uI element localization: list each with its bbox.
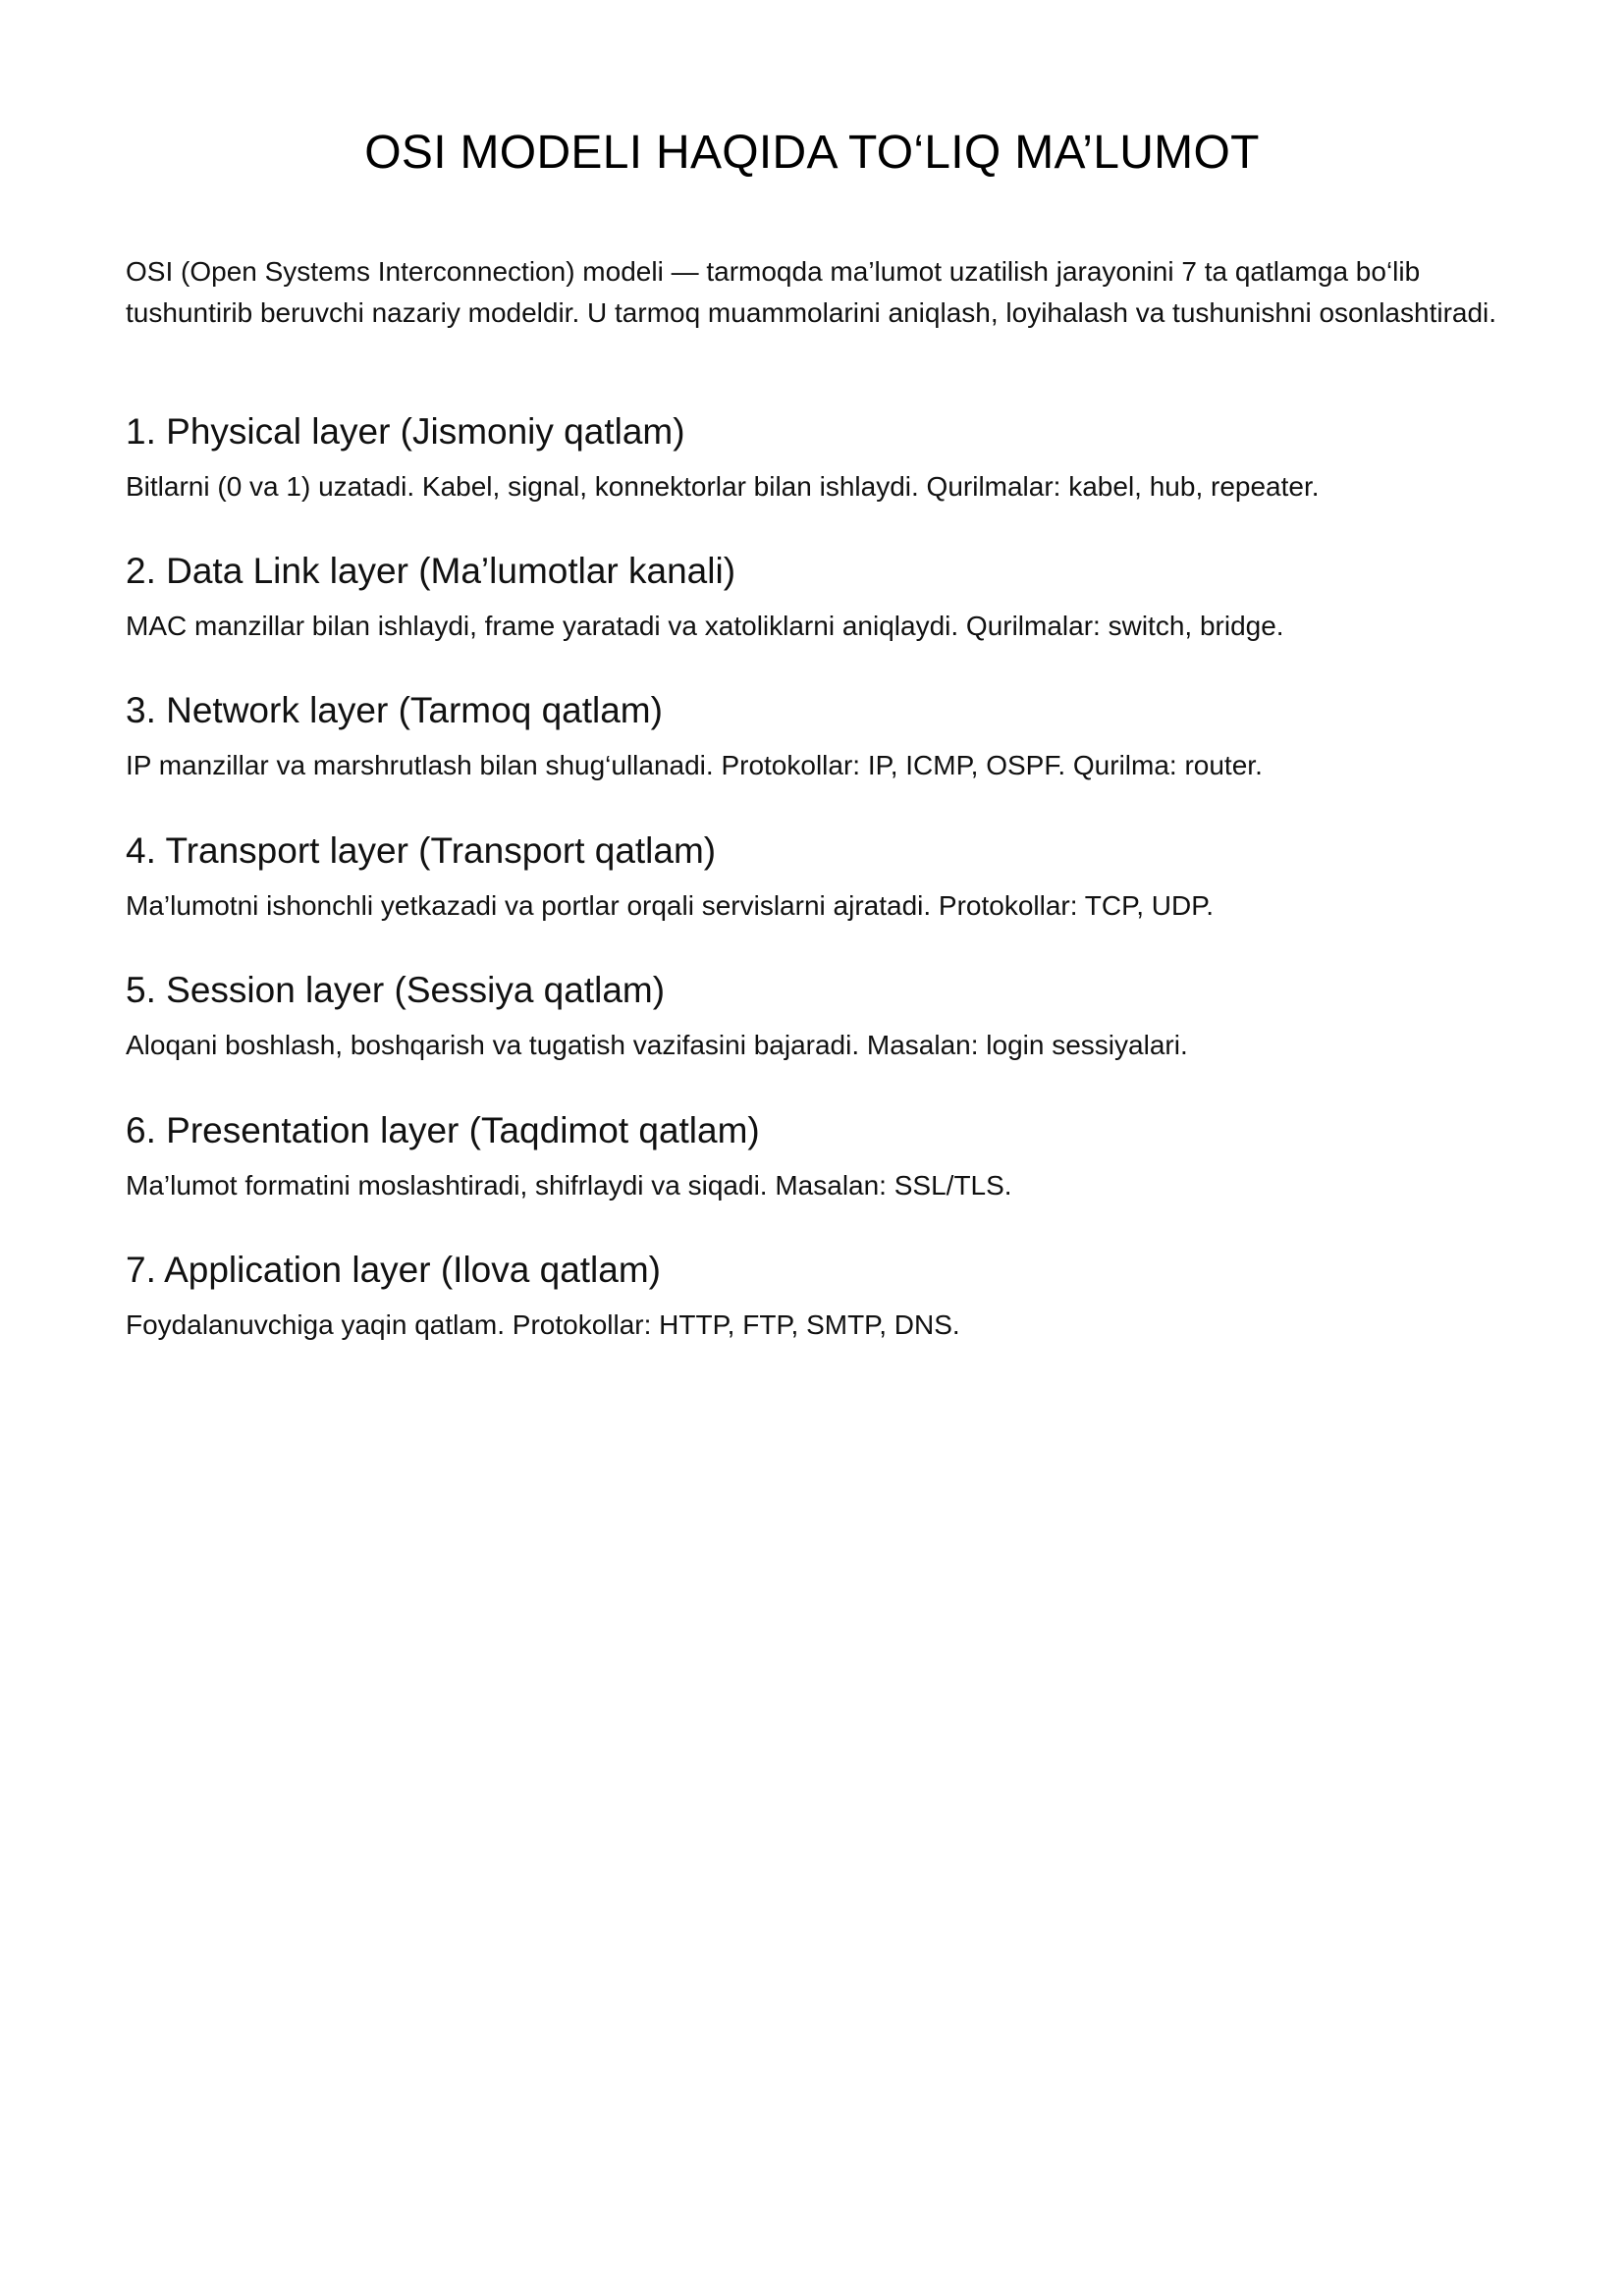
layer-heading: 7. Application layer (Ilova qatlam)	[126, 1250, 661, 1290]
layer-description: Foydalanuvchiga yaqin qatlam. Protokollar: HTTP, FTP, SMTP, DNS.	[126, 1309, 960, 1340]
layer-section-data-link	[126, 550, 1520, 644]
layer-section-network	[126, 689, 1520, 783]
layer-heading: 1. Physical layer (Jismoniy qatlam)	[126, 411, 685, 452]
intro-paragraph: OSI (Open Systems Interconnection) modeli — tarmoqda ma’lumot uzatilish jarayonini 7 ta qatlamga bo‘lib tushuntirib beruvchi nazariy modeldir. U tarmoq muammolarini aniqlash, loyihalash va tushunishni osonlashtiradi.	[126, 256, 1497, 328]
layer-section-transport	[126, 829, 1520, 924]
layer-section-application	[126, 1249, 1520, 1343]
layer-heading: 6. Presentation layer (Taqdimot qatlam)	[126, 1110, 760, 1150]
document-title: OSI MODELI HAQIDA TO‘LIQ MA’LUMOT	[364, 127, 1260, 179]
layer-description: MAC manzillar bilan ishlaydi, frame yaratadi va xatoliklarni aniqlaydi. Qurilmalar: switch, bridge.	[126, 611, 1284, 641]
layer-description: Bitlarni (0 va 1) uzatadi. Kabel, signal, konnektorlar bilan ishlaydi. Qurilmalar: kabel, hub, repeater.	[126, 471, 1320, 502]
layer-description: IP manzillar va marshrutlash bilan shug‘ullanadi. Protokollar: IP, ICMP, OSPF. Qurilma: router.	[126, 750, 1263, 780]
layer-description: Ma’lumot formatini moslashtiradi, shifrlaydi va siqadi. Masalan: SSL/TLS.	[126, 1170, 1012, 1201]
layer-heading: 5. Session layer (Sessiya qatlam)	[126, 970, 666, 1010]
layer-heading: 4. Transport layer (Transport qatlam)	[126, 830, 717, 871]
layer-heading: 2. Data Link layer (Ma’lumotlar kanali)	[126, 551, 736, 591]
layer-heading: 3. Network layer (Tarmoq qatlam)	[126, 690, 663, 730]
layer-section-presentation	[126, 1109, 1520, 1203]
layer-section-session	[126, 969, 1520, 1063]
layer-description: Ma’lumotni ishonchli yetkazadi va portlar orqali servislarni ajratadi. Protokollar: TCP, UDP.	[126, 890, 1215, 921]
layer-section-physical	[126, 410, 1520, 505]
layer-description: Aloqani boshlash, boshqarish va tugatish vazifasini bajaradi. Masalan: login sessiyalari.	[126, 1030, 1188, 1060]
